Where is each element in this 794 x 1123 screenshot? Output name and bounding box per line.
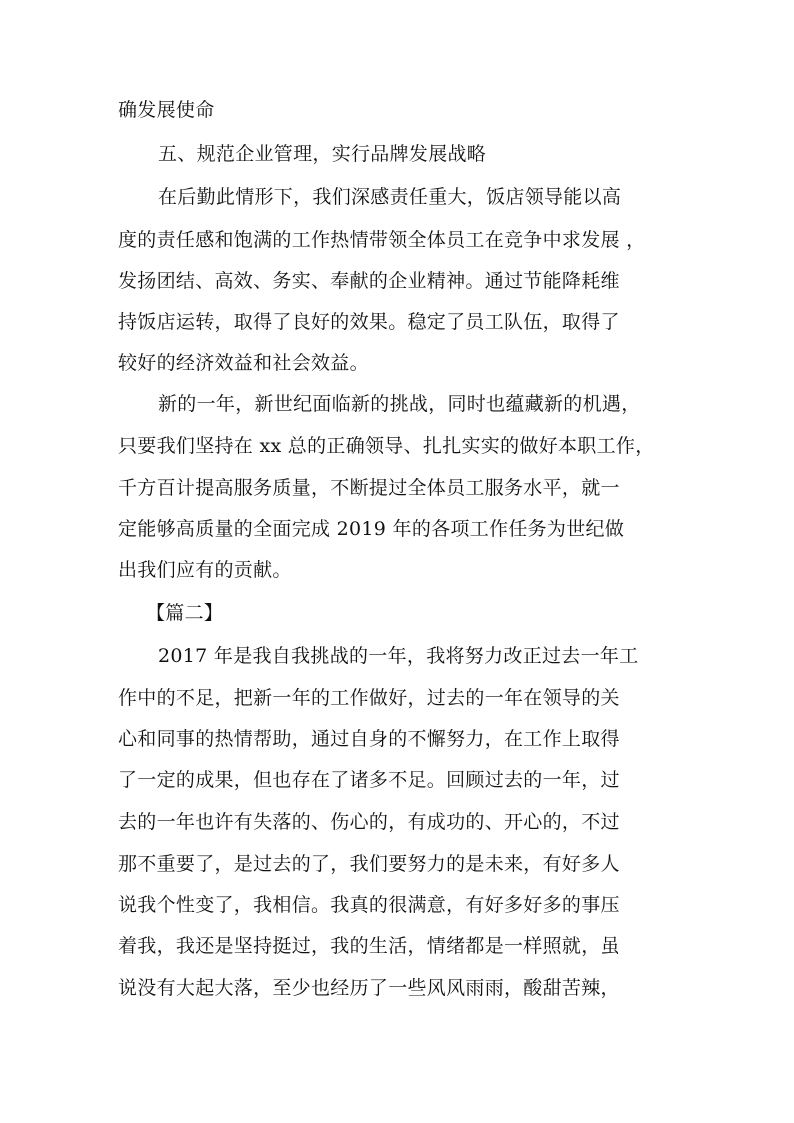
paragraph-line: 定能够高质量的全面完成 2019 年的各项工作任务为世纪做 (118, 518, 625, 540)
paragraph-line: 出我们应有的贡献。 (118, 559, 292, 581)
paragraph-line: 去的一年也许有失落的、伤心的，有成功的、开心的，不过 (118, 811, 620, 833)
paragraph-line: 心和同事的热情帮助，通过自身的不懈努力，在工作上取得 (118, 728, 620, 750)
paragraph-line: 说没有大起大落，至少也经历了一些风风雨雨，酸甜苦辣， (118, 977, 620, 999)
paragraph-line: 了一定的成果，但也存在了诸多不足。回顾过去的一年，过 (118, 769, 620, 791)
paragraph-line: 只要我们坚持在 xx 总的正确领导、扎扎实实的做好本职工作， (118, 435, 655, 457)
paragraph-line: 千方百计提高服务质量，不断提过全体员工服务水平，就一 (118, 477, 620, 499)
paragraph-line: 在后勤此情形下，我们深感责任重大，饭店领导能以高 (158, 186, 622, 208)
paragraph-line: 持饭店运转，取得了良好的效果。稳定了员工队伍，取得了 (118, 311, 620, 333)
paragraph-line: 发扬团结、高效、务实、奉献的企业精神。通过节能降耗维 (118, 270, 620, 292)
paragraph-line: 2017 年是我自我挑战的一年，我将努力改正过去一年工 (158, 645, 639, 667)
paragraph-line: 作中的不足，把新一年的工作做好，过去的一年在领导的关 (118, 687, 620, 709)
section-heading: 五、规范企业管理，实行品牌发展战略 (158, 143, 487, 165)
paragraph-line: 说我个性变了，我相信。我真的很满意，有好多好多的事压 (118, 894, 620, 916)
paragraph-line: 确发展使命 (118, 99, 215, 121)
section-marker: 【篇二】 (146, 602, 224, 624)
paragraph-line: 较好的经济效益和社会效益。 (118, 352, 369, 374)
paragraph-line: 着我，我还是坚持挺过，我的生活，情绪都是一样照就，虽 (118, 935, 620, 957)
paragraph-line: 新的一年，新世纪面临新的挑战，同时也蕴藏新的机遇， (158, 393, 641, 415)
paragraph-line: 度的责任感和饱满的工作热情带领全体员工在竞争中求发展 ， (118, 229, 646, 251)
paragraph-line: 那不重要了，是过去的了，我们要努力的是未来，有好多人 (118, 853, 620, 875)
